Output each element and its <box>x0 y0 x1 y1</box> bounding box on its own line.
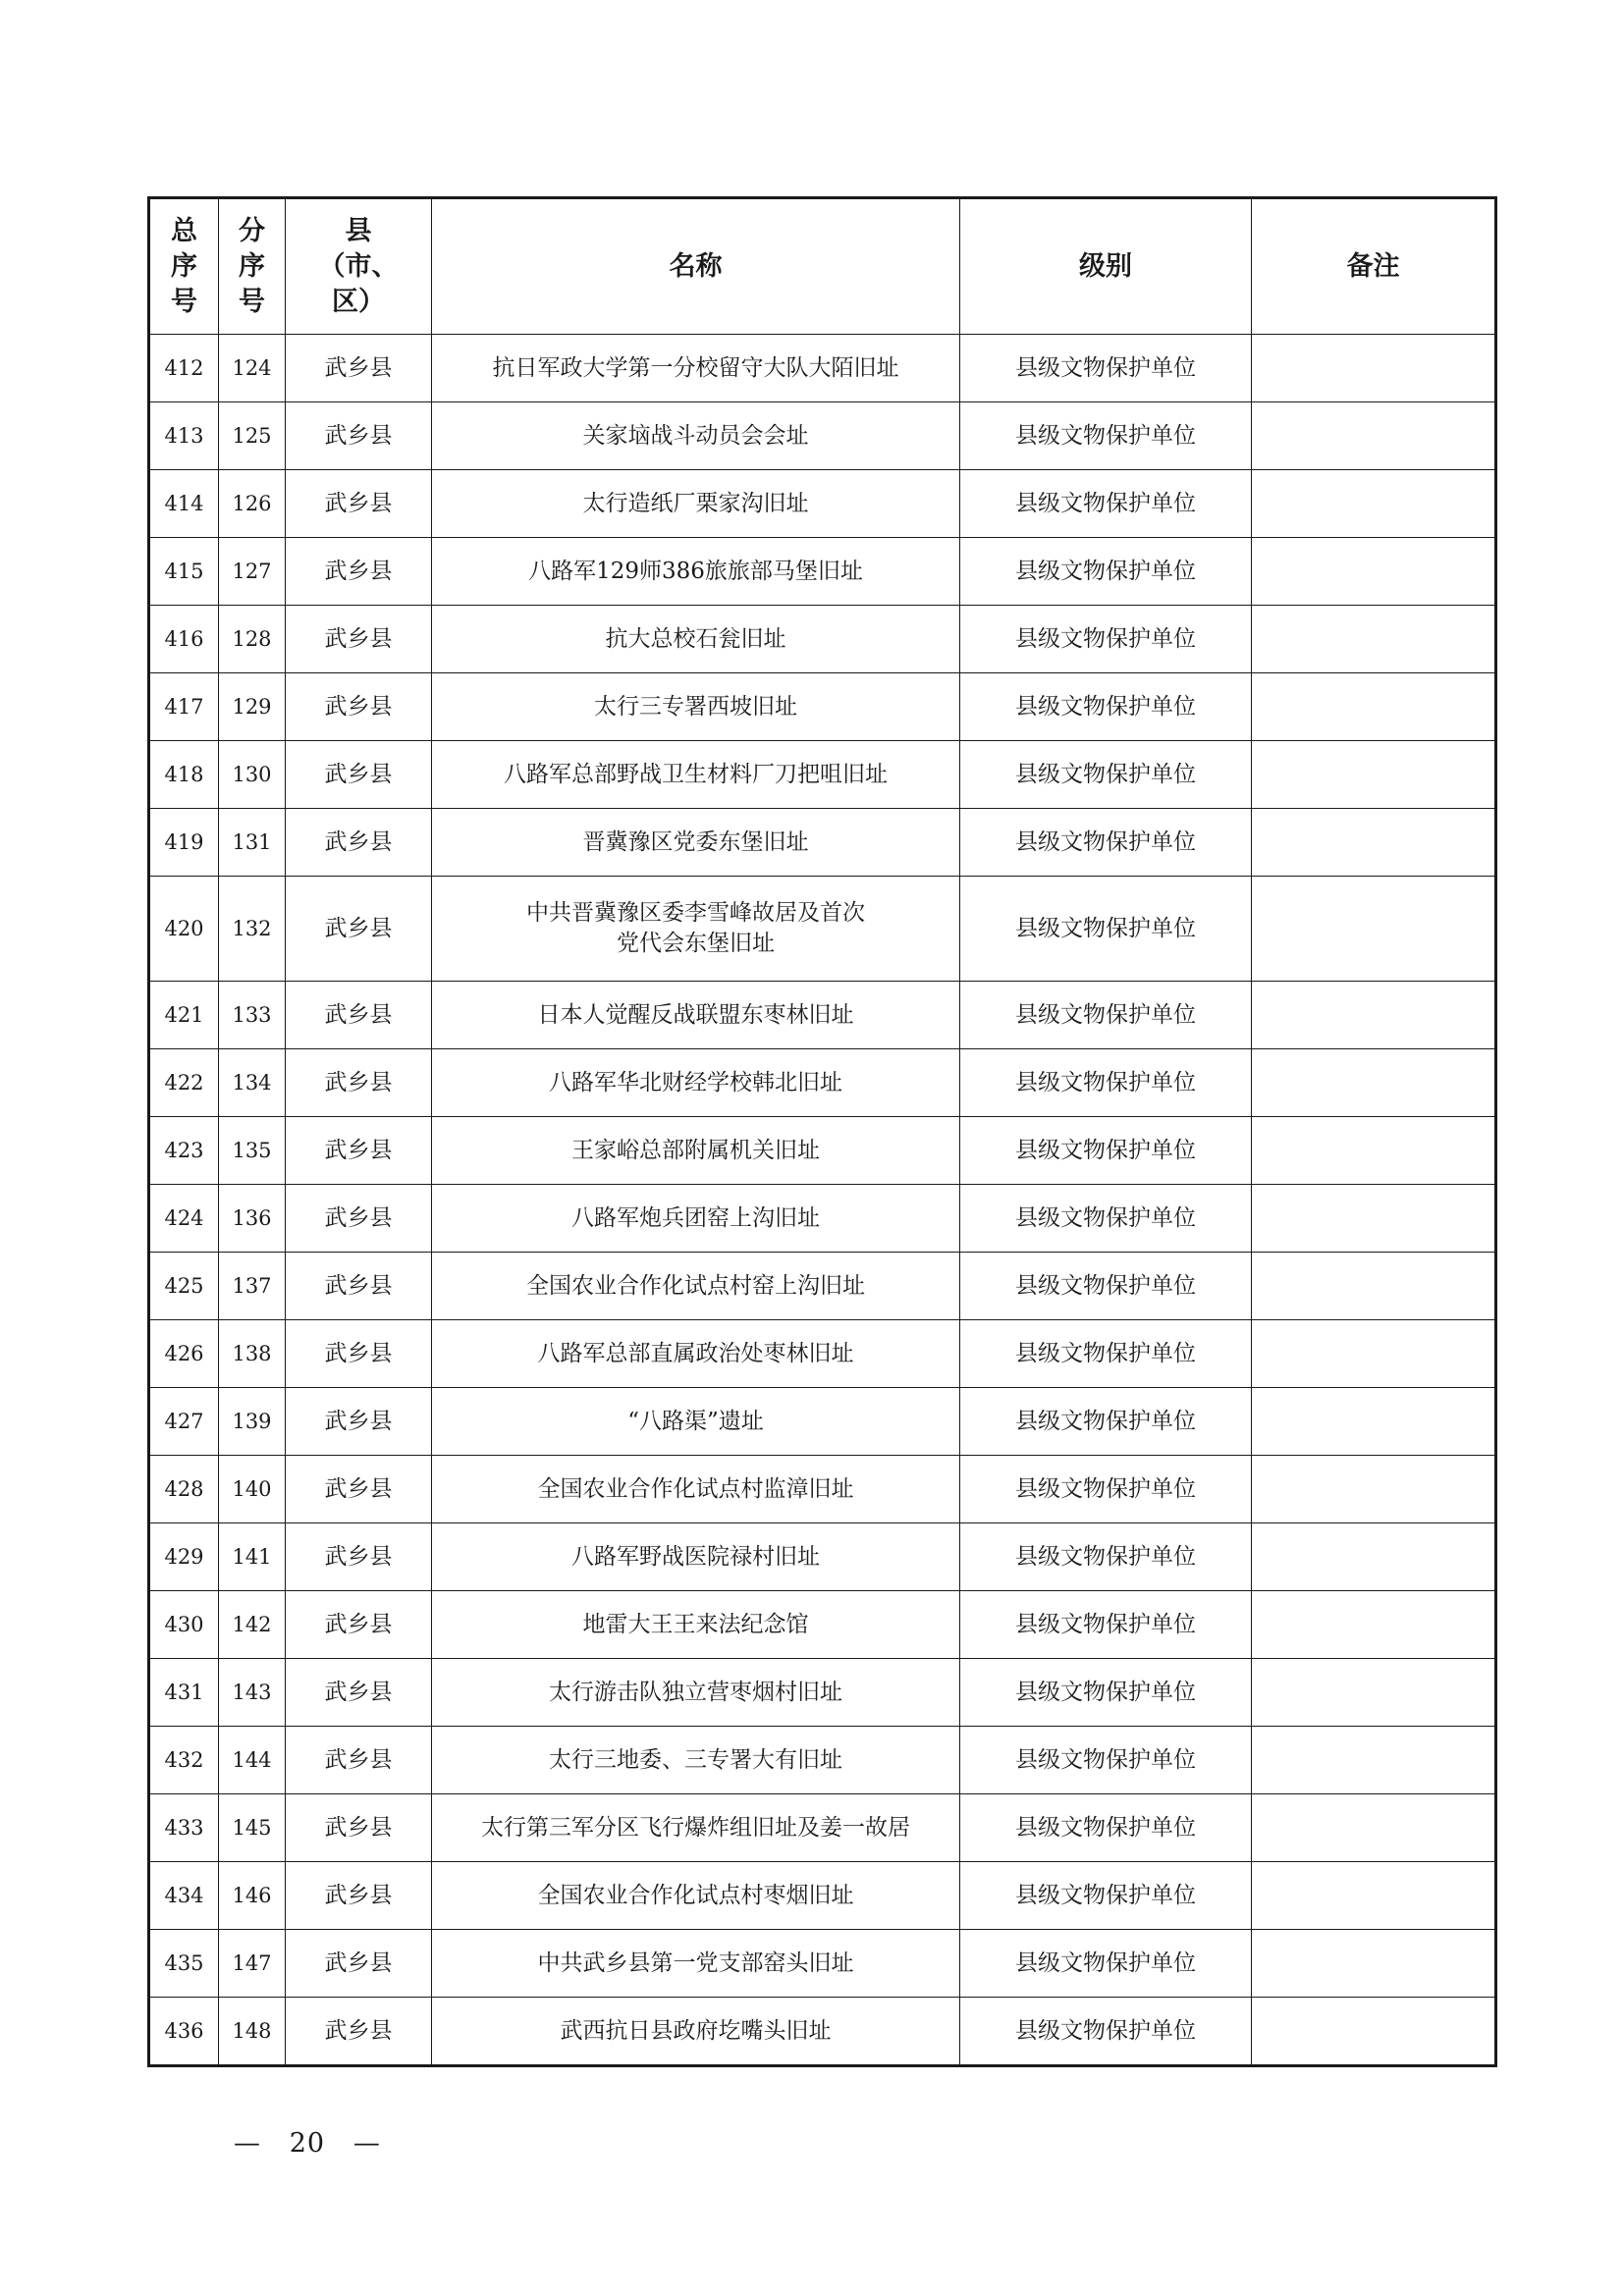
cell-level: 县级文物保护单位 <box>960 877 1252 982</box>
cell-sub-no: 137 <box>219 1253 286 1320</box>
cell-remark <box>1252 1998 1496 2066</box>
cell-remark <box>1252 1049 1496 1117</box>
cell-total-no: 416 <box>149 606 219 673</box>
cell-total-no: 427 <box>149 1388 219 1456</box>
cell-total-no: 433 <box>149 1794 219 1862</box>
cell-total-no: 422 <box>149 1049 219 1117</box>
cell-remark <box>1252 335 1496 402</box>
cell-level: 县级文物保护单位 <box>960 1998 1252 2066</box>
cell-name: 八路军总部直属政治处枣林旧址 <box>432 1320 960 1388</box>
cell-remark <box>1252 538 1496 606</box>
cell-name: 八路军总部野战卫生材料厂刀把咀旧址 <box>432 741 960 809</box>
cell-county: 武乡县 <box>286 538 432 606</box>
cell-total-no: 434 <box>149 1862 219 1930</box>
cell-total-no: 419 <box>149 809 219 877</box>
cell-remark <box>1252 606 1496 673</box>
cell-remark <box>1252 1185 1496 1253</box>
cell-level: 县级文物保护单位 <box>960 1388 1252 1456</box>
cell-sub-no: 146 <box>219 1862 286 1930</box>
heritage-list-table <box>147 196 1497 2067</box>
cell-sub-no: 136 <box>219 1185 286 1253</box>
cell-name: 抗大总校石瓮旧址 <box>432 606 960 673</box>
cell-remark <box>1252 982 1496 1049</box>
cell-sub-no: 142 <box>219 1591 286 1659</box>
table-row <box>149 470 1496 538</box>
cell-name: 晋冀豫区党委东堡旧址 <box>432 809 960 877</box>
cell-county: 武乡县 <box>286 877 432 982</box>
table-row <box>149 809 1496 877</box>
table-header-row <box>149 198 1496 335</box>
cell-sub-no: 147 <box>219 1930 286 1998</box>
cell-county: 武乡县 <box>286 1727 432 1794</box>
table-row <box>149 877 1496 982</box>
cell-level: 县级文物保护单位 <box>960 470 1252 538</box>
cell-remark <box>1252 1253 1496 1320</box>
cell-name: 八路军炮兵团窑上沟旧址 <box>432 1185 960 1253</box>
cell-name: 太行造纸厂栗家沟旧址 <box>432 470 960 538</box>
table-row <box>149 1049 1496 1117</box>
cell-county: 武乡县 <box>286 1591 432 1659</box>
cell-county: 武乡县 <box>286 1862 432 1930</box>
cell-name: 王家峪总部附属机关旧址 <box>432 1117 960 1185</box>
header-level: 级别 <box>960 198 1252 335</box>
header-remark: 备注 <box>1252 198 1496 335</box>
cell-remark <box>1252 1794 1496 1862</box>
cell-sub-no: 144 <box>219 1727 286 1794</box>
cell-county: 武乡县 <box>286 1659 432 1727</box>
cell-remark <box>1252 877 1496 982</box>
cell-county: 武乡县 <box>286 1930 432 1998</box>
cell-county: 武乡县 <box>286 673 432 741</box>
cell-level: 县级文物保护单位 <box>960 1049 1252 1117</box>
cell-total-no: 414 <box>149 470 219 538</box>
cell-county: 武乡县 <box>286 1117 432 1185</box>
header-sub-no: 分 序 号 <box>219 198 286 335</box>
table-row <box>149 1930 1496 1998</box>
cell-total-no: 423 <box>149 1117 219 1185</box>
cell-name: 太行三专署西坡旧址 <box>432 673 960 741</box>
cell-total-no: 424 <box>149 1185 219 1253</box>
cell-sub-no: 145 <box>219 1794 286 1862</box>
cell-level: 县级文物保护单位 <box>960 1320 1252 1388</box>
cell-county: 武乡县 <box>286 982 432 1049</box>
cell-name: “八路渠”遗址 <box>432 1388 960 1456</box>
cell-name: 武西抗日县政府圪嘴头旧址 <box>432 1998 960 2066</box>
table-row <box>149 1591 1496 1659</box>
cell-level: 县级文物保护单位 <box>960 1794 1252 1862</box>
cell-county: 武乡县 <box>286 741 432 809</box>
cell-remark <box>1252 741 1496 809</box>
cell-name: 八路军华北财经学校韩北旧址 <box>432 1049 960 1117</box>
cell-total-no: 417 <box>149 673 219 741</box>
cell-county: 武乡县 <box>286 809 432 877</box>
cell-remark <box>1252 1659 1496 1727</box>
cell-sub-no: 148 <box>219 1998 286 2066</box>
table-row <box>149 538 1496 606</box>
cell-remark <box>1252 1591 1496 1659</box>
header-total-no: 总 序 号 <box>149 198 219 335</box>
cell-sub-no: 129 <box>219 673 286 741</box>
table-row <box>149 1794 1496 1862</box>
cell-name: 全国农业合作化试点村监漳旧址 <box>432 1456 960 1523</box>
cell-county: 武乡县 <box>286 1320 432 1388</box>
table-row <box>149 982 1496 1049</box>
cell-sub-no: 138 <box>219 1320 286 1388</box>
table-row <box>149 606 1496 673</box>
cell-county: 武乡县 <box>286 1253 432 1320</box>
cell-total-no: 415 <box>149 538 219 606</box>
cell-name: 全国农业合作化试点村窑上沟旧址 <box>432 1253 960 1320</box>
table-row <box>149 1727 1496 1794</box>
cell-level: 县级文物保护单位 <box>960 1727 1252 1794</box>
cell-sub-no: 124 <box>219 335 286 402</box>
cell-level: 县级文物保护单位 <box>960 741 1252 809</box>
cell-total-no: 436 <box>149 1998 219 2066</box>
table-row <box>149 1117 1496 1185</box>
cell-total-no: 431 <box>149 1659 219 1727</box>
cell-level: 县级文物保护单位 <box>960 1523 1252 1591</box>
cell-county: 武乡县 <box>286 1523 432 1591</box>
cell-total-no: 435 <box>149 1930 219 1998</box>
cell-level: 县级文物保护单位 <box>960 1591 1252 1659</box>
table-row <box>149 1862 1496 1930</box>
cell-name: 地雷大王王来法纪念馆 <box>432 1591 960 1659</box>
cell-total-no: 432 <box>149 1727 219 1794</box>
cell-remark <box>1252 1117 1496 1185</box>
cell-sub-no: 141 <box>219 1523 286 1591</box>
cell-sub-no: 131 <box>219 809 286 877</box>
cell-total-no: 420 <box>149 877 219 982</box>
cell-remark <box>1252 1727 1496 1794</box>
table-row <box>149 1253 1496 1320</box>
cell-level: 县级文物保护单位 <box>960 606 1252 673</box>
cell-county: 武乡县 <box>286 606 432 673</box>
cell-level: 县级文物保护单位 <box>960 1456 1252 1523</box>
cell-total-no: 429 <box>149 1523 219 1591</box>
cell-total-no: 413 <box>149 402 219 470</box>
table-row <box>149 335 1496 402</box>
table-row <box>149 1185 1496 1253</box>
cell-level: 县级文物保护单位 <box>960 1117 1252 1185</box>
table-row <box>149 1320 1496 1388</box>
cell-level: 县级文物保护单位 <box>960 1659 1252 1727</box>
cell-sub-no: 125 <box>219 402 286 470</box>
cell-name: 八路军野战医院禄村旧址 <box>432 1523 960 1591</box>
cell-county: 武乡县 <box>286 1388 432 1456</box>
cell-level: 县级文物保护单位 <box>960 809 1252 877</box>
table-row <box>149 1659 1496 1727</box>
cell-remark <box>1252 1862 1496 1930</box>
cell-name: 中共武乡县第一党支部窑头旧址 <box>432 1930 960 1998</box>
cell-remark <box>1252 809 1496 877</box>
cell-name: 八路军129师386旅旅部马堡旧址 <box>432 538 960 606</box>
cell-total-no: 425 <box>149 1253 219 1320</box>
header-county: 县 （市、 区） <box>286 198 432 335</box>
page-number: — 20 — <box>234 2128 381 2159</box>
cell-remark <box>1252 1456 1496 1523</box>
cell-level: 县级文物保护单位 <box>960 538 1252 606</box>
table-row <box>149 1388 1496 1456</box>
cell-level: 县级文物保护单位 <box>960 1862 1252 1930</box>
cell-county: 武乡县 <box>286 1456 432 1523</box>
table-row <box>149 1456 1496 1523</box>
cell-total-no: 421 <box>149 982 219 1049</box>
cell-county: 武乡县 <box>286 1794 432 1862</box>
cell-county: 武乡县 <box>286 1049 432 1117</box>
cell-level: 县级文物保护单位 <box>960 1253 1252 1320</box>
cell-sub-no: 126 <box>219 470 286 538</box>
cell-remark <box>1252 1320 1496 1388</box>
cell-sub-no: 128 <box>219 606 286 673</box>
cell-name: 太行三地委、三专署大有旧址 <box>432 1727 960 1794</box>
cell-total-no: 430 <box>149 1591 219 1659</box>
cell-remark <box>1252 470 1496 538</box>
cell-name: 全国农业合作化试点村枣烟旧址 <box>432 1862 960 1930</box>
cell-level: 县级文物保护单位 <box>960 982 1252 1049</box>
cell-sub-no: 134 <box>219 1049 286 1117</box>
cell-remark <box>1252 1388 1496 1456</box>
table-row <box>149 1998 1496 2066</box>
table-row <box>149 1523 1496 1591</box>
cell-name: 日本人觉醒反战联盟东枣林旧址 <box>432 982 960 1049</box>
cell-level: 县级文物保护单位 <box>960 1930 1252 1998</box>
table-row <box>149 673 1496 741</box>
cell-county: 武乡县 <box>286 402 432 470</box>
cell-county: 武乡县 <box>286 470 432 538</box>
cell-sub-no: 127 <box>219 538 286 606</box>
cell-name: 关家垴战斗动员会会址 <box>432 402 960 470</box>
cell-remark <box>1252 1523 1496 1591</box>
cell-remark <box>1252 402 1496 470</box>
cell-name: 太行游击队独立营枣烟村旧址 <box>432 1659 960 1727</box>
table-body <box>149 335 1496 2066</box>
cell-sub-no: 139 <box>219 1388 286 1456</box>
cell-county: 武乡县 <box>286 335 432 402</box>
cell-total-no: 412 <box>149 335 219 402</box>
cell-total-no: 428 <box>149 1456 219 1523</box>
table-row <box>149 402 1496 470</box>
cell-level: 县级文物保护单位 <box>960 335 1252 402</box>
cell-remark <box>1252 673 1496 741</box>
cell-sub-no: 130 <box>219 741 286 809</box>
cell-total-no: 426 <box>149 1320 219 1388</box>
cell-name: 太行第三军分区飞行爆炸组旧址及姜一故居 <box>432 1794 960 1862</box>
table-row <box>149 741 1496 809</box>
cell-sub-no: 133 <box>219 982 286 1049</box>
cell-sub-no: 132 <box>219 877 286 982</box>
cell-level: 县级文物保护单位 <box>960 673 1252 741</box>
cell-name: 抗日军政大学第一分校留守大队大陌旧址 <box>432 335 960 402</box>
cell-name: 中共晋冀豫区委李雪峰故居及首次 党代会东堡旧址 <box>432 877 960 982</box>
cell-county: 武乡县 <box>286 1185 432 1253</box>
cell-county: 武乡县 <box>286 1998 432 2066</box>
cell-total-no: 418 <box>149 741 219 809</box>
cell-level: 县级文物保护单位 <box>960 402 1252 470</box>
cell-level: 县级文物保护单位 <box>960 1185 1252 1253</box>
cell-sub-no: 140 <box>219 1456 286 1523</box>
cell-sub-no: 135 <box>219 1117 286 1185</box>
cell-remark <box>1252 1930 1496 1998</box>
header-name: 名称 <box>432 198 960 335</box>
cell-sub-no: 143 <box>219 1659 286 1727</box>
